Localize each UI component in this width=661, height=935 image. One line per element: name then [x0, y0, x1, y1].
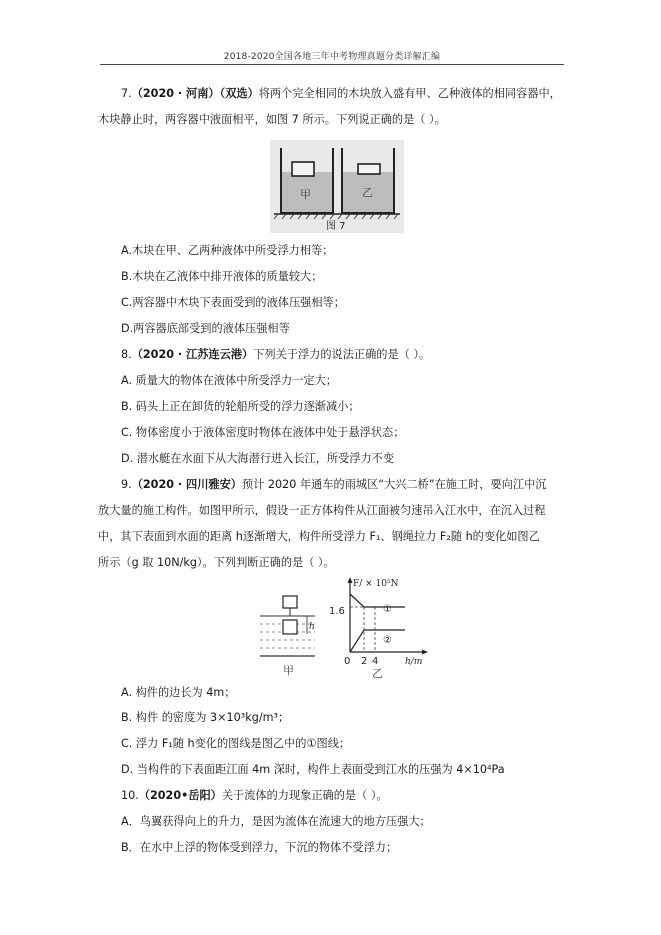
fig-yi-label: 乙	[372, 667, 383, 680]
q7-stem-text1: 将两个完全相同的木块放入盛有甲、乙种液体的相同容器中，	[258, 87, 561, 100]
fig-jia-h-label: h	[309, 622, 315, 632]
graph-y-axis-label: F/ × 10⁵N	[353, 579, 399, 589]
q10-source: （2020•岳阳）	[138, 789, 222, 802]
graph-y-arrow	[348, 577, 353, 583]
q9-stem-line3: 中，其下表面到水面的距离 h逐渐增大，构件所受浮力 F₁、钢绳拉力 F₂随 h的变化如图乙	[98, 530, 540, 543]
q7-option-c: C.两容器中木块下表面受到的液体压强相等；	[121, 296, 345, 309]
block-right	[358, 164, 380, 174]
q9-stem-text1: 预计 2020 年通车的雨城区“大兴二桥”在施工时，要向江中沉	[242, 478, 547, 491]
q10-stem-text: 关于流体的力现象正确的是（ ）。	[221, 789, 388, 802]
q7-option-b: B.木块在乙液体中排开液体的质量较大；	[121, 270, 323, 283]
q8-source: （2020 · 江苏连云港）	[131, 348, 254, 361]
fig7-label-right: 乙	[362, 186, 373, 199]
q10-number: 10.	[121, 789, 139, 802]
q9-number: 9.	[121, 478, 132, 491]
graph-x-tick-4: 4	[372, 656, 379, 667]
fig7-caption: 图 7	[326, 221, 346, 232]
cube-component	[283, 620, 297, 634]
q8-stem	[121, 348, 430, 362]
q10-option-b: B．在水中上浮的物体受到浮力，下沉的物体不受浮力；	[121, 841, 398, 854]
graph-x-tick-0: 0	[344, 656, 351, 667]
q9-stem-line2: 放大量的施工构件。如图甲所示，假设一正方体构件从江面被匀速吊入江水中，在沉入过程	[98, 504, 546, 517]
q7-stem-line1	[121, 87, 561, 101]
q9-source: （2020 · 四川雅安）	[131, 478, 242, 491]
q10-option-a: A．鸟翼获得向上的升力，是因为流体在流速大的地方压强大；	[121, 815, 431, 828]
q8-option-b: B. 码头上正在卸货的轮船所受的浮力逐渐减小；	[121, 400, 360, 413]
fig-yi-graph	[329, 577, 428, 680]
fig-jia	[260, 596, 315, 677]
q9-figure	[255, 574, 435, 680]
q7-figure-svg	[270, 140, 404, 233]
q9-figure-svg	[255, 574, 435, 680]
q8-option-d: D. 潜水艇在水面下从大海潜行进入长江，所受浮力不变	[121, 452, 395, 465]
fig-jia-label: 甲	[283, 664, 294, 677]
page-header: 2018-2020全国各地三年中考物理真题分类详解汇编	[223, 52, 441, 62]
q9-option-a: A. 构件的边长为 4m；	[121, 686, 236, 699]
graph-y-tick-1-6: 1.6	[329, 606, 345, 617]
q7-option-a: A.木块在甲、乙两种液体中所受浮力相等；	[121, 244, 334, 257]
q9-option-b: B. 构件 的密度为 3×10³kg/m³；	[121, 711, 290, 724]
q8-option-c: C. 物体密度小于液体密度时物体在液体中处于悬浮状态；	[121, 426, 405, 439]
q8-stem-text: 下列关于浮力的说法正确的是（ ）。	[253, 348, 431, 361]
graph-curve-2-label: ②	[383, 635, 392, 646]
graph-x-arrow	[422, 650, 428, 655]
block-left	[292, 162, 314, 176]
q10-stem	[121, 789, 388, 803]
graph-x-tick-2: 2	[361, 656, 368, 667]
fig7-label-left: 甲	[300, 188, 311, 201]
q9-option-d: D. 当构件的下表面距江面 4m 深时，构件上表面受到江水的压强为 4×10⁴Pa	[121, 763, 505, 776]
q8-option-a: A. 质量大的物体在液体中所受浮力一定大；	[121, 374, 337, 387]
q7-stem-line2: 木块静止时，两容器中液面相平，如图 7 所示。下列说正确的是（ ）。	[98, 113, 446, 126]
q7-number: 7.	[121, 87, 132, 100]
q8-number: 8.	[121, 348, 132, 361]
graph-x-axis-label: h/m	[405, 657, 423, 667]
graph-curve-1-label: ①	[383, 604, 392, 615]
graph-curve-2	[350, 630, 405, 652]
q9-stem-line1	[121, 478, 547, 492]
graph-curve-1	[350, 594, 405, 607]
q9-stem-line4: 所示（g 取 10N/kg）。下列判断正确的是（ ）。	[98, 556, 335, 569]
header-rule	[100, 64, 564, 65]
q7-figure	[270, 140, 404, 233]
crane-top-block	[283, 596, 297, 608]
q7-source: （2020 · 河南）（双选）	[131, 87, 259, 100]
q9-option-c: C. 浮力 F₁随 h变化的图线是图乙中的①图线；	[121, 737, 351, 750]
q7-option-d: D.两容器底部受到的液体压强相等	[121, 322, 290, 335]
